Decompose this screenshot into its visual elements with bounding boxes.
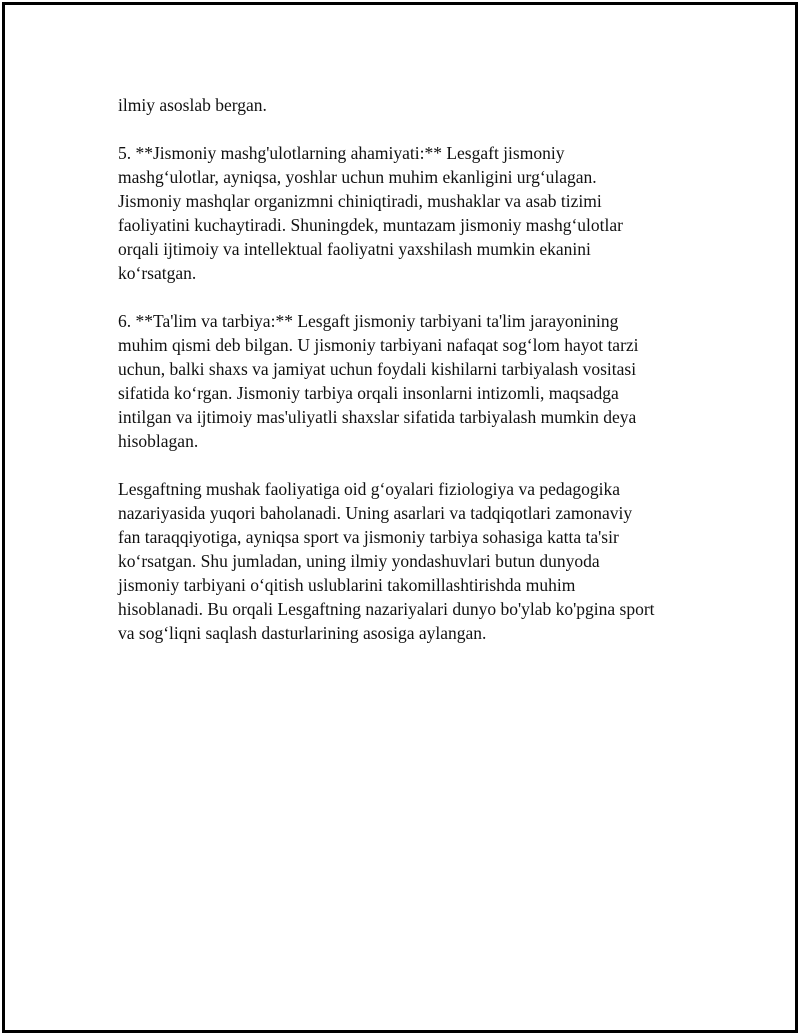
- document-body: [118, 93, 708, 645]
- paragraph-conclusion: Lesgaftning mushak faoliyatiga oid g‘oyalari fiziologiya va pedagogika nazariyasida yuqori baholanadi. Uning asarlari va tadqiqotlari zamonaviy fan taraqqiyotiga, ayniqsa sport va jismoniy tarbiya sohasiga katta ta'sir ko‘rsatgan. Shu jumladan, uning ilmiy yondashuvlari butun dunyoda jismoniy tarbiyani o‘qitish uslublarini takomillashtirishda muhim hisoblanadi. Bu orqali Lesgaftning nazariyalari dunyo bo'ylab ko'pgina sport va sog‘liqni saqlash dasturlarining asosiga aylangan.: [118, 479, 655, 643]
- paragraph-continuation: ilmiy asoslab bergan.: [118, 95, 267, 115]
- page-frame: [2, 2, 798, 1033]
- paragraph-item-6: 6. **Ta'lim va tarbiya:** Lesgaft jismoniy tarbiyani ta'lim jarayonining muhim qismi deb bilgan. U jismoniy tarbiyani nafaqat sog‘lom hayot tarzi uchun, balki shaxs va jamiyat uchun foydali kishilarni tarbiyalash vositasi sifatida ko‘rgan. Jismoniy tarbiya orqali insonlarni intizomli, maqsadga intilgan va ijtimoiy mas'uliyatli shaxslar sifatida tarbiyalash mumkin deya hisoblagan.: [118, 311, 639, 451]
- paragraph-item-5: 5. **Jismoniy mashg'ulotlarning ahamiyati:** Lesgaft jismoniy mashg‘ulotlar, ayniqsa, yoshlar uchun muhim ekanligini urg‘ulagan. Jismoniy mashqlar organizmni chiniqtiradi, mushaklar va asab tizimi faoliyatini kuchaytiradi. Shuningdek, muntazam jismoniy mashg‘ulotlar orqali ijtimoiy va intellektual faoliyatni yaxshilash mumkin ekanini ko‘rsatgan.: [118, 143, 623, 283]
